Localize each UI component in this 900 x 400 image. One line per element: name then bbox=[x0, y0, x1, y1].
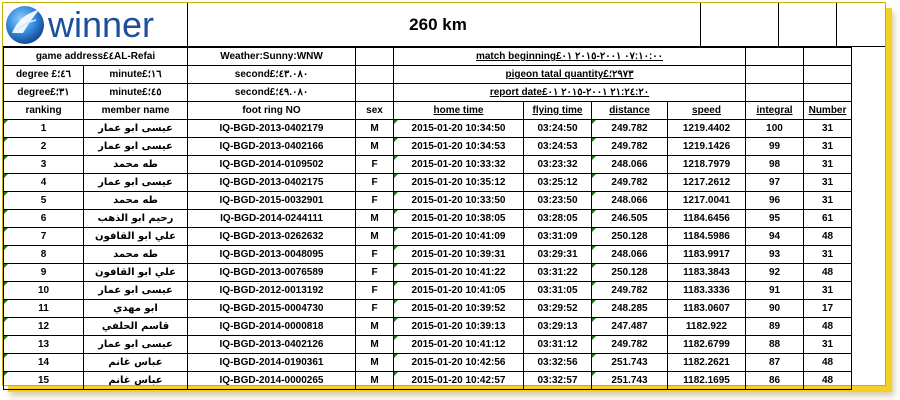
table-row bbox=[4, 156, 852, 174]
cell-speed: 1183.0607 bbox=[668, 300, 746, 318]
cell-rank: 13 bbox=[4, 336, 84, 354]
cell-home-time: 2015-01-20 10:41:09 bbox=[394, 228, 524, 246]
cell-speed: 1182.1695 bbox=[668, 372, 746, 390]
cell-number: 31 bbox=[804, 120, 852, 138]
cell-integral: 86 bbox=[746, 372, 804, 390]
cell-distance: 248.285 bbox=[592, 300, 668, 318]
winner-logo bbox=[3, 3, 188, 46]
table-row bbox=[4, 264, 852, 282]
empty-cell bbox=[356, 66, 394, 84]
cell-sex: M bbox=[356, 318, 394, 336]
info-row bbox=[4, 84, 852, 102]
cell-speed: 1183.3336 bbox=[668, 282, 746, 300]
cell-sex: F bbox=[356, 192, 394, 210]
cell-speed: 1182.922 bbox=[668, 318, 746, 336]
cell-number: 31 bbox=[804, 156, 852, 174]
cell-number: 31 bbox=[804, 174, 852, 192]
table-row bbox=[4, 282, 852, 300]
pigeon-total: pigeon tatal quantity£٢٩٧٣؛ bbox=[394, 66, 746, 84]
cell-foot-ring: IQ-BGD-2013-0076589 bbox=[188, 264, 356, 282]
table-row bbox=[4, 246, 852, 264]
cell-foot-ring: IQ-BGD-2013-0402126 bbox=[188, 336, 356, 354]
cell-foot-ring: IQ-BGD-2013-0402179 bbox=[188, 120, 356, 138]
cell-speed: 1219.1426 bbox=[668, 138, 746, 156]
cell-speed: 1184.5986 bbox=[668, 228, 746, 246]
cell-home-time: 2015-01-20 10:34:53 bbox=[394, 138, 524, 156]
cell-flying-time: 03:29:13 bbox=[524, 318, 592, 336]
col-header-speed: speed bbox=[668, 102, 746, 120]
cell-flying-time: 03:32:56 bbox=[524, 354, 592, 372]
cell-flying-time: 03:31:05 bbox=[524, 282, 592, 300]
cell-flying-time: 03:31:09 bbox=[524, 228, 592, 246]
cell-number: 48 bbox=[804, 228, 852, 246]
cell-flying-time: 03:31:12 bbox=[524, 336, 592, 354]
cell-integral: 97 bbox=[746, 174, 804, 192]
cell-home-time: 2015-01-20 10:34:50 bbox=[394, 120, 524, 138]
cell-home-time: 2015-01-20 10:38:05 bbox=[394, 210, 524, 228]
cell-rank: 12 bbox=[4, 318, 84, 336]
cell-sex: M bbox=[356, 336, 394, 354]
second-1: second£٤٣.٠٨٠؛ bbox=[188, 66, 356, 84]
header-divider bbox=[778, 3, 779, 47]
cell-speed: 1183.9917 bbox=[668, 246, 746, 264]
cell-speed: 1182.6799 bbox=[668, 336, 746, 354]
cell-rank: 15 bbox=[4, 372, 84, 390]
cell-distance: 249.782 bbox=[592, 282, 668, 300]
minute-2: minute£٤٥؛ bbox=[84, 84, 188, 102]
cell-speed: 1183.3843 bbox=[668, 264, 746, 282]
empty-cell bbox=[746, 48, 804, 66]
col-header-flying-time: flying time bbox=[524, 102, 592, 120]
empty-cell bbox=[804, 48, 852, 66]
cell-foot-ring: IQ-BGD-2015-0032901 bbox=[188, 192, 356, 210]
cell-flying-time: 03:28:05 bbox=[524, 210, 592, 228]
col-header-sex: sex bbox=[356, 102, 394, 120]
cell-speed: 1217.2612 bbox=[668, 174, 746, 192]
cell-rank: 8 bbox=[4, 246, 84, 264]
logo-wordmark: winner bbox=[48, 4, 155, 45]
table-row bbox=[4, 174, 852, 192]
cell-speed: 1218.7979 bbox=[668, 156, 746, 174]
cell-number: 48 bbox=[804, 318, 852, 336]
table-row bbox=[4, 318, 852, 336]
cell-rank: 14 bbox=[4, 354, 84, 372]
cell-member-name: عيسى ابو عمار bbox=[84, 120, 188, 138]
cell-sex: M bbox=[356, 138, 394, 156]
col-header-ranking: ranking bbox=[4, 102, 84, 120]
column-header-row bbox=[4, 102, 852, 120]
cell-home-time: 2015-01-20 10:39:31 bbox=[394, 246, 524, 264]
pigeon-logo-icon bbox=[3, 3, 187, 46]
cell-distance: 250.128 bbox=[592, 228, 668, 246]
empty-cell bbox=[804, 66, 852, 84]
degree-1: degree £٤٦؛ bbox=[4, 66, 84, 84]
results-table bbox=[3, 47, 852, 390]
cell-member-name: طه محمد bbox=[84, 192, 188, 210]
cell-distance: 250.128 bbox=[592, 264, 668, 282]
cell-rank: 11 bbox=[4, 300, 84, 318]
cell-integral: 89 bbox=[746, 318, 804, 336]
cell-flying-time: 03:31:22 bbox=[524, 264, 592, 282]
cell-sex: F bbox=[356, 282, 394, 300]
cell-flying-time: 03:25:12 bbox=[524, 174, 592, 192]
table-row bbox=[4, 192, 852, 210]
cell-distance: 249.782 bbox=[592, 336, 668, 354]
cell-rank: 6 bbox=[4, 210, 84, 228]
cell-home-time: 2015-01-20 10:41:05 bbox=[394, 282, 524, 300]
degree-2: degree£٣١؛ bbox=[4, 84, 84, 102]
cell-distance: 248.066 bbox=[592, 192, 668, 210]
cell-distance: 247.487 bbox=[592, 318, 668, 336]
cell-integral: 95 bbox=[746, 210, 804, 228]
cell-integral: 98 bbox=[746, 156, 804, 174]
col-header-member-name: member name bbox=[84, 102, 188, 120]
cell-flying-time: 03:23:50 bbox=[524, 192, 592, 210]
col-header-home-time: home time bbox=[394, 102, 524, 120]
cell-member-name: طه محمد bbox=[84, 156, 188, 174]
cell-distance: 251.743 bbox=[592, 372, 668, 390]
game-address: game address£٤AL-Refai bbox=[4, 48, 188, 66]
empty-cell bbox=[356, 84, 394, 102]
cell-sex: F bbox=[356, 264, 394, 282]
cell-member-name: عيسى ابو عمار bbox=[84, 138, 188, 156]
report-date: report date£٢١:٢٤:٢٠ ٢٠٠١-٢٠١٥ ٠١ bbox=[394, 84, 746, 102]
cell-integral: 88 bbox=[746, 336, 804, 354]
cell-flying-time: 03:29:52 bbox=[524, 300, 592, 318]
info-row bbox=[4, 48, 852, 66]
result-rows bbox=[4, 120, 852, 390]
cell-distance: 249.782 bbox=[592, 120, 668, 138]
cell-sex: M bbox=[356, 210, 394, 228]
info-rows bbox=[4, 48, 852, 120]
table-row bbox=[4, 336, 852, 354]
cell-sex: M bbox=[356, 120, 394, 138]
cell-integral: 94 bbox=[746, 228, 804, 246]
cell-member-name: عباس غانم bbox=[84, 354, 188, 372]
cell-member-name: عيسى ابو عمار bbox=[84, 282, 188, 300]
minute-1: minute£١٦؛ bbox=[84, 66, 188, 84]
cell-rank: 4 bbox=[4, 174, 84, 192]
cell-distance: 249.782 bbox=[592, 138, 668, 156]
empty-cell bbox=[746, 84, 804, 102]
cell-integral: 91 bbox=[746, 282, 804, 300]
cell-number: 31 bbox=[804, 246, 852, 264]
cell-speed: 1182.2621 bbox=[668, 354, 746, 372]
cell-number: 31 bbox=[804, 336, 852, 354]
header-divider bbox=[836, 3, 837, 47]
empty-cell bbox=[746, 66, 804, 84]
table-row bbox=[4, 120, 852, 138]
cell-sex: F bbox=[356, 246, 394, 264]
cell-distance: 248.066 bbox=[592, 246, 668, 264]
cell-distance: 249.782 bbox=[592, 174, 668, 192]
cell-number: 48 bbox=[804, 372, 852, 390]
cell-distance: 246.505 bbox=[592, 210, 668, 228]
cell-number: 48 bbox=[804, 264, 852, 282]
cell-foot-ring: IQ-BGD-2014-0109502 bbox=[188, 156, 356, 174]
table-row bbox=[4, 228, 852, 246]
cell-flying-time: 03:24:50 bbox=[524, 120, 592, 138]
cell-flying-time: 03:32:57 bbox=[524, 372, 592, 390]
second-2: second£٤٩.٠٨٠؛ bbox=[188, 84, 356, 102]
cell-number: 31 bbox=[804, 192, 852, 210]
cell-integral: 100 bbox=[746, 120, 804, 138]
cell-number: 48 bbox=[804, 354, 852, 372]
cell-member-name: عباس غانم bbox=[84, 372, 188, 390]
cell-speed: 1217.0041 bbox=[668, 192, 746, 210]
table-row bbox=[4, 354, 852, 372]
cell-foot-ring: IQ-BGD-2014-0000265 bbox=[188, 372, 356, 390]
cell-rank: 10 bbox=[4, 282, 84, 300]
cell-sex: M bbox=[356, 228, 394, 246]
cell-flying-time: 03:29:31 bbox=[524, 246, 592, 264]
cell-foot-ring: IQ-BGD-2013-0402166 bbox=[188, 138, 356, 156]
cell-integral: 99 bbox=[746, 138, 804, 156]
cell-sex: F bbox=[356, 174, 394, 192]
cell-integral: 92 bbox=[746, 264, 804, 282]
distance-title: 260 km bbox=[409, 15, 467, 34]
col-header-integral: integral bbox=[746, 102, 804, 120]
cell-member-name: رحيم ابو الذهب bbox=[84, 210, 188, 228]
cell-home-time: 2015-01-20 10:41:12 bbox=[394, 336, 524, 354]
cell-foot-ring: IQ-BGD-2012-0013192 bbox=[188, 282, 356, 300]
empty-cell bbox=[804, 84, 852, 102]
cell-speed: 1219.4402 bbox=[668, 120, 746, 138]
cell-flying-time: 03:23:32 bbox=[524, 156, 592, 174]
cell-foot-ring: IQ-BGD-2015-0004730 bbox=[188, 300, 356, 318]
table-row bbox=[4, 138, 852, 156]
cell-rank: 1 bbox=[4, 120, 84, 138]
cell-number: 17 bbox=[804, 300, 852, 318]
cell-number: 31 bbox=[804, 282, 852, 300]
cell-speed: 1184.6456 bbox=[668, 210, 746, 228]
cell-foot-ring: IQ-BGD-2013-0402175 bbox=[188, 174, 356, 192]
cell-distance: 248.066 bbox=[592, 156, 668, 174]
col-header-number: Number bbox=[804, 102, 852, 120]
cell-integral: 93 bbox=[746, 246, 804, 264]
cell-foot-ring: IQ-BGD-2013-0048095 bbox=[188, 246, 356, 264]
cell-distance: 251.743 bbox=[592, 354, 668, 372]
cell-number: 61 bbox=[804, 210, 852, 228]
cell-rank: 5 bbox=[4, 192, 84, 210]
empty-cell bbox=[356, 48, 394, 66]
cell-home-time: 2015-01-20 10:33:50 bbox=[394, 192, 524, 210]
cell-foot-ring: IQ-BGD-2014-0244111 bbox=[188, 210, 356, 228]
cell-home-time: 2015-01-20 10:39:13 bbox=[394, 318, 524, 336]
match-beginning: match beginning£٠٧:١٠:٠٠ ٢٠٠١-٢٠١٥ ٠١ bbox=[394, 48, 746, 66]
cell-member-name: علي ابو القافون bbox=[84, 228, 188, 246]
cell-foot-ring: IQ-BGD-2013-0262632 bbox=[188, 228, 356, 246]
weather: Weather:Sunny:WNW bbox=[188, 48, 356, 66]
cell-sex: F bbox=[356, 156, 394, 174]
cell-flying-time: 03:24:53 bbox=[524, 138, 592, 156]
results-sheet bbox=[2, 2, 886, 386]
cell-home-time: 2015-01-20 10:33:32 bbox=[394, 156, 524, 174]
cell-rank: 2 bbox=[4, 138, 84, 156]
cell-number: 31 bbox=[804, 138, 852, 156]
cell-rank: 3 bbox=[4, 156, 84, 174]
table-row bbox=[4, 300, 852, 318]
cell-member-name: علي ابو القافون bbox=[84, 264, 188, 282]
info-row bbox=[4, 66, 852, 84]
cell-foot-ring: IQ-BGD-2014-0000818 bbox=[188, 318, 356, 336]
cell-member-name: طه محمد bbox=[84, 246, 188, 264]
col-header-distance: distance bbox=[592, 102, 668, 120]
cell-home-time: 2015-01-20 10:41:22 bbox=[394, 264, 524, 282]
cell-home-time: 2015-01-20 10:42:57 bbox=[394, 372, 524, 390]
cell-home-time: 2015-01-20 10:42:56 bbox=[394, 354, 524, 372]
cell-integral: 96 bbox=[746, 192, 804, 210]
cell-integral: 87 bbox=[746, 354, 804, 372]
cell-rank: 9 bbox=[4, 264, 84, 282]
cell-member-name: ابو مهدي bbox=[84, 300, 188, 318]
cell-foot-ring: IQ-BGD-2014-0190361 bbox=[188, 354, 356, 372]
cell-member-name: قاسم الحلفي bbox=[84, 318, 188, 336]
cell-member-name: عيسى ابو عمار bbox=[84, 336, 188, 354]
cell-home-time: 2015-01-20 10:35:12 bbox=[394, 174, 524, 192]
cell-rank: 7 bbox=[4, 228, 84, 246]
cell-sex: F bbox=[356, 300, 394, 318]
table-row bbox=[4, 210, 852, 228]
col-header-foot-ring: foot ring NO bbox=[188, 102, 356, 120]
header-divider bbox=[700, 3, 701, 47]
cell-sex: M bbox=[356, 354, 394, 372]
cell-home-time: 2015-01-20 10:39:52 bbox=[394, 300, 524, 318]
table-row bbox=[4, 372, 852, 390]
cell-integral: 90 bbox=[746, 300, 804, 318]
cell-sex: M bbox=[356, 372, 394, 390]
cell-member-name: عيسى ابو عمار bbox=[84, 174, 188, 192]
